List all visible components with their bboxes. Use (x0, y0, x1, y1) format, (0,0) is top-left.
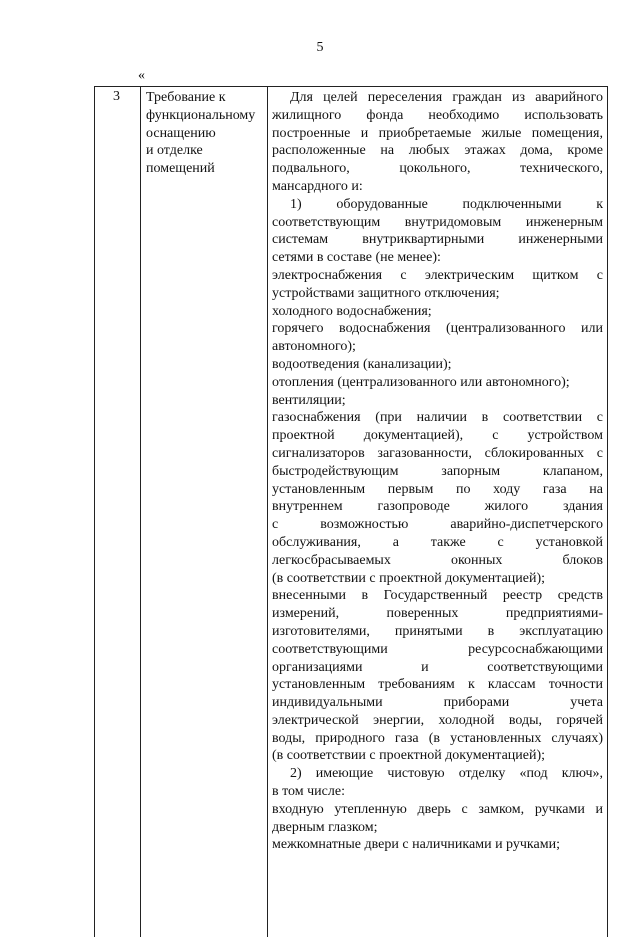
description-line: отопления (централизованного или автономного); (272, 374, 570, 390)
description-line: газоснабжения (при наличии в соответствии с (272, 410, 603, 426)
description-line: горячего водоснабжения (централизованного или (272, 321, 603, 337)
description-line: 1) оборудованные подключенными к (290, 196, 603, 212)
description-line: 2) имеющие чистовую отделку «под ключ», (290, 766, 603, 782)
description-line: вентиляции; (272, 392, 346, 408)
description-line: холодного водоснабжения; (272, 303, 432, 319)
row-number: 3 (113, 89, 120, 104)
description-line: соответствующими ресурсоснабжающими (272, 641, 603, 657)
column-divider (267, 87, 268, 937)
description-line: установленным первым по ходу газа на (272, 481, 603, 497)
column-divider (140, 87, 141, 937)
requirement-description (272, 89, 603, 854)
description-line: построенные и приобретаемые жилые помещения, (272, 125, 603, 141)
description-line: сигнализаторов загазованности, сблокированных с (272, 445, 603, 461)
description-line: организациями и соответствующими (272, 659, 603, 675)
page-number: 5 (316, 40, 324, 55)
description-line: системам внутриквартирными инженерными (272, 232, 603, 248)
requirement-title-line: и отделке (146, 143, 203, 159)
description-line: внесенными в Государственный реестр средств (272, 588, 603, 604)
opening-quote-mark: « (138, 68, 145, 83)
description-line: индивидуальными приборами учета (272, 695, 603, 711)
description-line: установленным требованиям к классам точности (272, 677, 603, 693)
description-line: легкосбрасываемых оконных блоков (272, 552, 603, 568)
description-line: жилищного фонда необходимо использовать (272, 107, 603, 123)
requirement-title-line: помещений (146, 161, 215, 177)
description-line: подвального, цокольного, технического, (272, 161, 603, 177)
description-line: межкомнатные двери с наличниками и ручками; (272, 837, 560, 853)
description-line: внутреннем газопроводе жилого здания (272, 499, 603, 515)
description-line: сетями в составе (не менее): (272, 250, 441, 266)
description-line: соответствующим внутридомовым инженерным (272, 214, 603, 230)
description-line: водоотведения (канализации); (272, 356, 452, 372)
description-line: обслуживания, а также с установкой (272, 534, 603, 550)
requirement-title-line: оснащению (146, 125, 216, 141)
requirement-title (146, 89, 266, 178)
description-line: входную утепленную дверь с замком, ручками и (272, 801, 603, 817)
description-line: быстродействующим запорным клапаном, (272, 463, 603, 479)
description-line: воды, природного газа (в установленных случаях) (272, 730, 603, 746)
description-line: дверным глазком; (272, 819, 378, 835)
description-line: мансардного и: (272, 178, 363, 194)
description-line: (в соответствии с проектной документацией); (272, 570, 546, 586)
description-line: устройствами защитного отключения; (272, 285, 500, 301)
description-line: изготовителями, принятыми в эксплуатацию (272, 623, 603, 639)
description-line: проектной документацией), с устройством (272, 428, 603, 444)
description-line: (в соответствии с проектной документацией); (272, 748, 546, 764)
description-line: электроснабжения с электрическим щитком с (272, 267, 603, 283)
description-line: Для целей переселения граждан из аварийного (290, 90, 603, 105)
description-line: расположенные на любых этажах дома, кроме (272, 143, 603, 159)
requirements-table (94, 86, 608, 937)
description-line: с возможностью аварийно-диспетчерского (272, 517, 603, 533)
description-line: в том числе: (272, 784, 345, 800)
description-line: измерений, поверенных предприятиями- (272, 606, 603, 622)
requirement-title-line: Требование к (146, 90, 226, 105)
requirement-title-line: функциональному (146, 107, 256, 123)
description-line: электрической энергии, холодной воды, горячей (272, 712, 603, 728)
description-line: автономного); (272, 339, 356, 355)
